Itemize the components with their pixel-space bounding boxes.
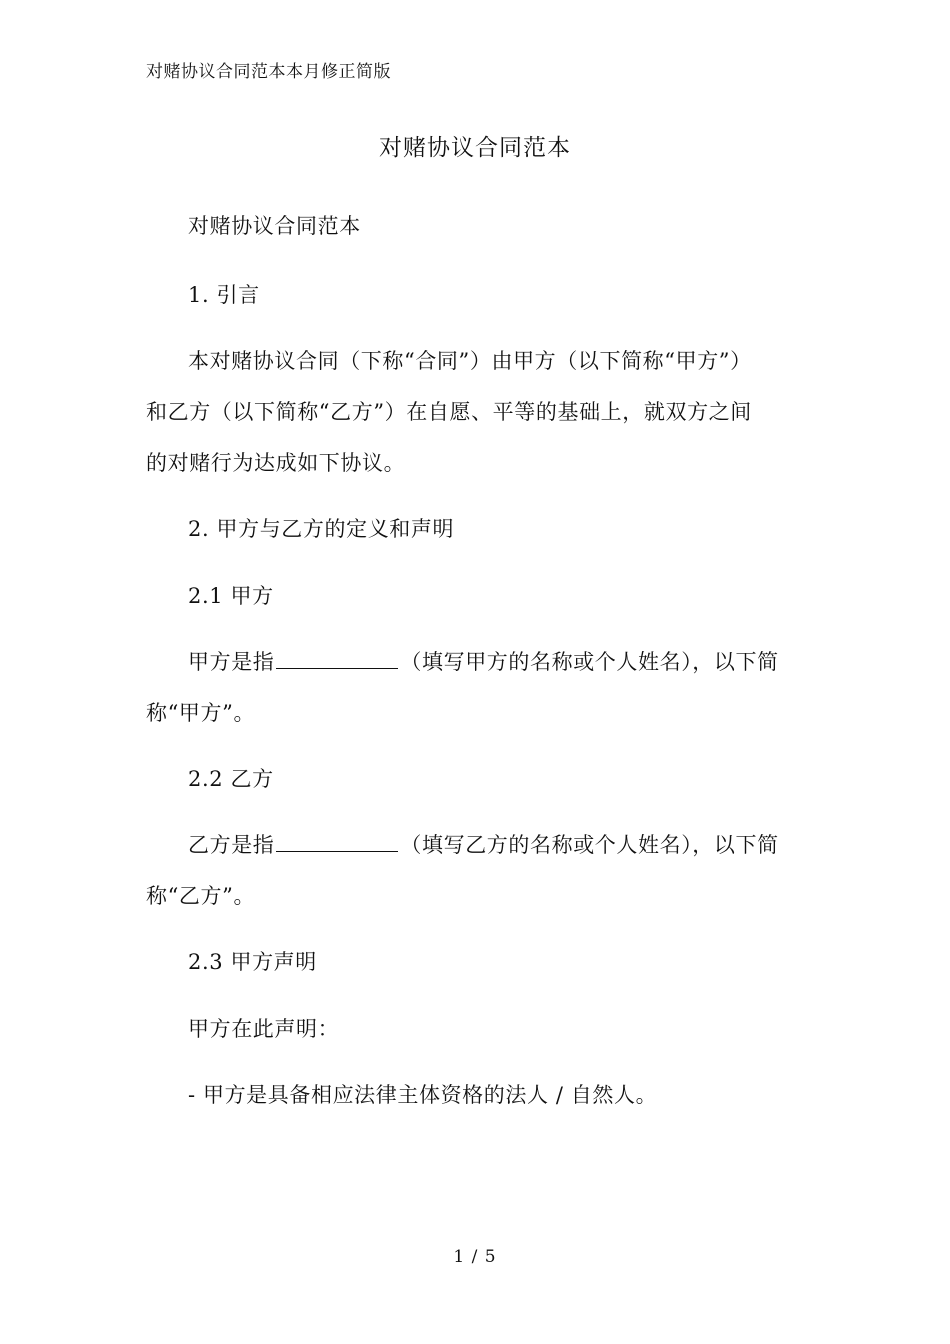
- party-a-name-blank: [276, 650, 398, 669]
- section-2-2-heading: 2.2 乙方: [188, 767, 274, 791]
- party-b-definition-line-2: 称“乙方”。: [146, 884, 256, 908]
- intro-paragraph-line-1: 本对赌协议合同（下称“合同”）由甲方（以下简称“甲方”）: [188, 349, 752, 373]
- section-1-heading: 1. 引言: [188, 283, 260, 307]
- party-b-definition-suffix: （填写乙方的名称或个人姓名），以下简: [400, 833, 779, 857]
- section-2-1-heading: 2.1 甲方: [188, 584, 274, 608]
- party-b-definition-prefix: 乙方是指: [188, 833, 275, 857]
- party-b-name-blank: [276, 833, 398, 852]
- document-subtitle: 对赌协议合同范本: [188, 214, 361, 238]
- party-a-statement-item-1: - 甲方是具备相应法律主体资格的法人 / 自然人。: [188, 1083, 658, 1107]
- party-a-statement-intro: 甲方在此声明：: [188, 1017, 340, 1041]
- party-a-definition-line-1: [188, 646, 779, 676]
- page-number: 1 / 5: [453, 1247, 497, 1267]
- party-a-definition-prefix: 甲方是指: [188, 650, 275, 674]
- party-a-definition-line-2: 称“甲方”。: [146, 701, 256, 725]
- section-2-heading: 2. 甲方与乙方的定义和声明: [188, 517, 455, 541]
- running-header: 对赌协议合同范本本月修正简版: [146, 62, 391, 82]
- document-title: 对赌协议合同范本: [379, 135, 571, 161]
- section-2-3-heading: 2.3 甲方声明: [188, 950, 317, 974]
- party-a-definition-suffix: （填写甲方的名称或个人姓名），以下简: [400, 650, 779, 674]
- party-b-definition-line-1: [188, 829, 779, 859]
- intro-paragraph-line-2: 和乙方（以下简称“乙方”）在自愿、平等的基础上，就双方之间: [146, 400, 752, 424]
- intro-paragraph-line-3: 的对赌行为达成如下协议。: [146, 451, 406, 475]
